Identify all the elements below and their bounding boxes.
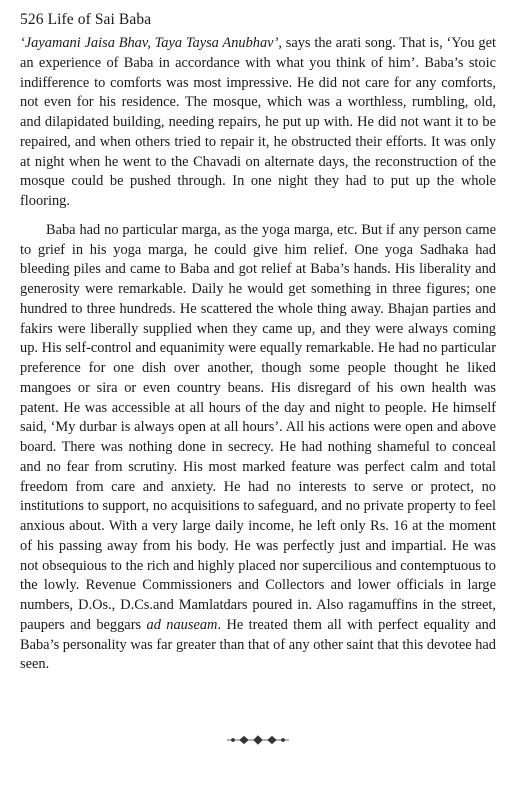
paragraph-1-text: , says the arati song. That is, ‘You get an experience of Baba in accordance with what you think of him’. Baba’s stoic indifference to comforts was most impressive. He did not care for any comforts, not even for his residence. The mosque, which was a worthless, rumbling, old, and dilapidated building, needing repairs, he put up with. He did not want it to be repaired, and when others tried to repair it, he obstructed their efforts. It was only at night when he went to the Chavadi on alternate days, the reconstruction of the mosque could be pushed through. In one night they had to put up the whole flooring.: [20, 35, 496, 209]
paragraph-1: [20, 34, 496, 212]
page-number: 526: [20, 11, 44, 28]
book-page: [20, 10, 496, 675]
running-title: Life of Sai Baba: [47, 11, 152, 28]
running-header: [20, 10, 496, 30]
paragraph-2-text-after: . He treated them all with perfect equality and Baba’s personality was far greater than that of any other saint that this devotee had seen.: [20, 616, 496, 673]
arati-quote: ‘Jayamani Jaisa Bhav, Taya Taysa Anubhav’: [20, 35, 279, 51]
paragraph-2: [20, 221, 496, 675]
fleuron-divider-icon: [226, 734, 290, 746]
paragraph-2-text-before: Baba had no particular marga, as the yoga marga, etc. But if any person came to grief in his yoga marga, he could give him relief. One yoga Sadhaka had bleeding piles and came to Baba and got relief at Baba’s hands. His liberality and generosity were remarkable. Daily he would get something in three figures; one hundred to three hundreds. He scattered the whole thing away. Bhajan parties and fakirs were liberally supplied when they came up, and they were always coming up. His self-control and equanimity were equally remarkable. He had no particular preference for one dish over another, though some people thought he liked mangoes or sira or even country beans. His disregard of his own health was patent. He was accessible at all hours of the day and night to people. He himself said, ‘My durbar is always open at all hours’. All his actions were open and above board. There was nothing done in secrecy. He had nothing shameful to conceal and no fear from scrutiny. His most marked feature was perfect calm and total freedom from care and anxiety. He had no interests to serve or protect, no institutions to support, no acquisitions to safeguard, and no private property to feel anxious about. With a very large daily income, he left only Rs. 16 at the moment of his passing away from his body. He was perfectly just and impartial. He was not obsequious to the rich and highly placed nor supercilious and contemptuous to the lowly. Revenue Commissioners and Collectors and lower officials in large numbers, D.Os., D.Cs.and Mamlatdars poured in. Also ragamuffins in the street, paupers and beggars: [20, 221, 496, 633]
paragraph-2-italic: ad nauseam: [146, 616, 218, 633]
